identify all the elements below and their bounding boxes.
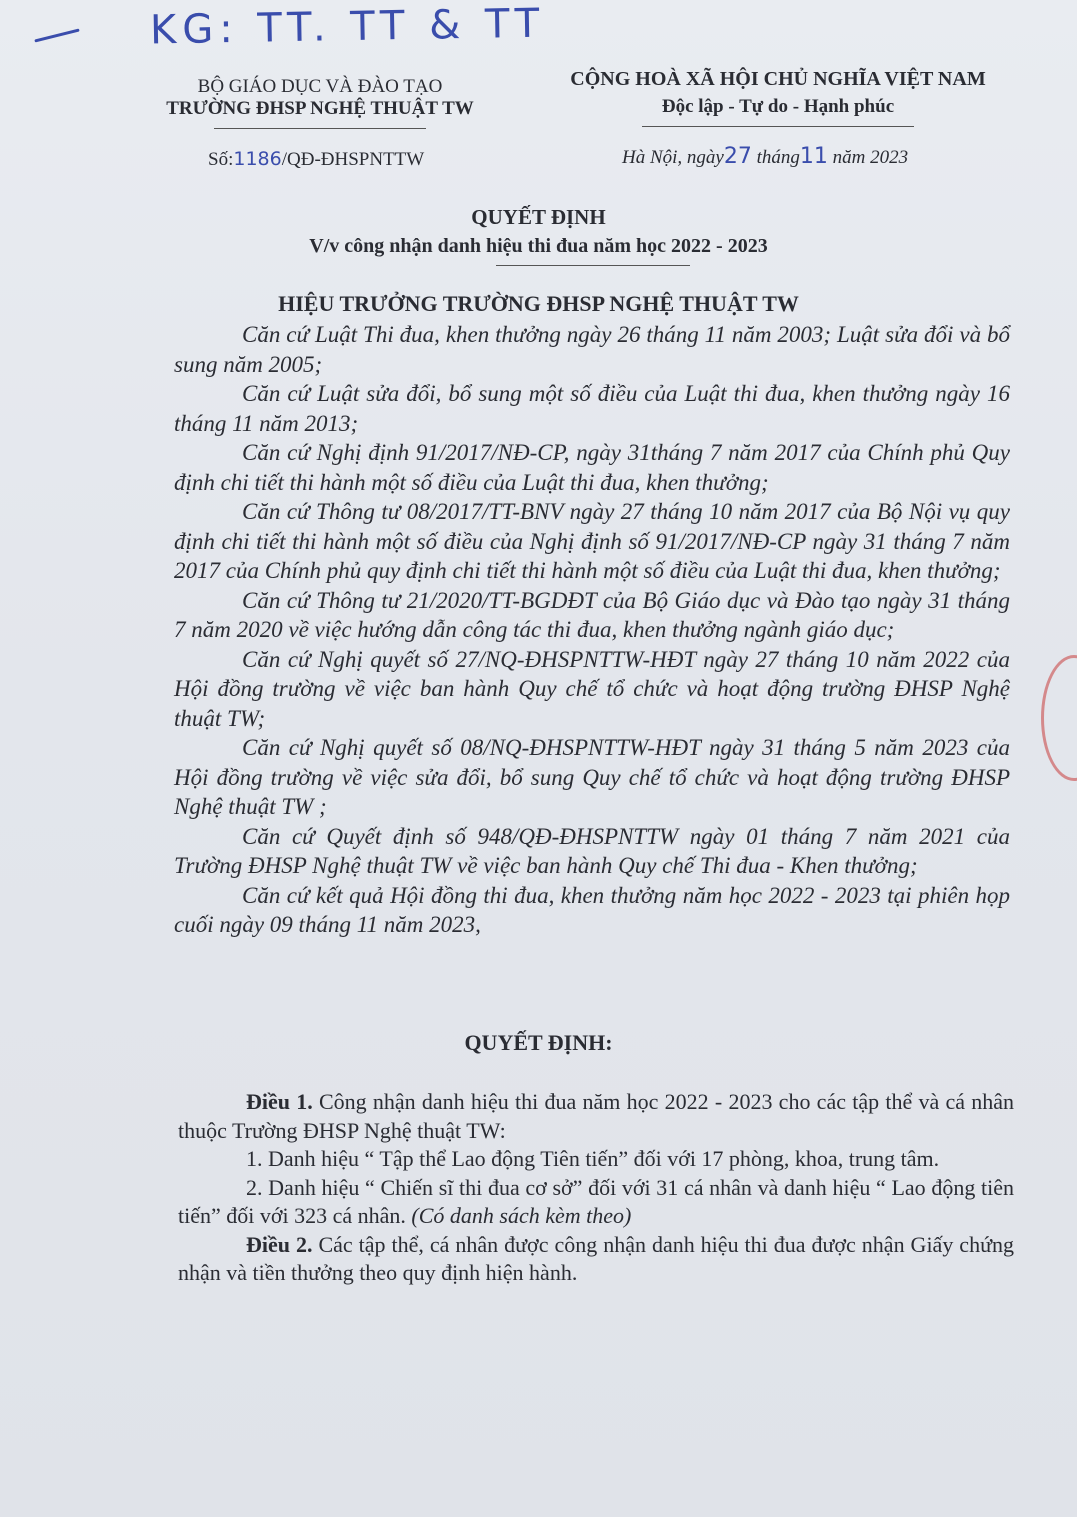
basis-item: Căn cứ Luật Thi đua, khen thưởng ngày 26 tháng 11 năm 2003; Luật sửa đổi và bổ sung năm 2005; (174, 322, 1010, 377)
red-stamp-edge (1041, 655, 1077, 781)
date-prefix: Hà Nội, ngày (622, 147, 724, 168)
item-2-note: (Có danh sách kèm theo) (411, 1203, 632, 1228)
ministry-name: BỘ GIÁO DỤC VÀ ĐÀO TẠO (197, 76, 443, 97)
document-date (622, 144, 908, 169)
date-day: 27 (723, 144, 752, 169)
header-left-rule (214, 128, 426, 129)
header-left (130, 76, 510, 129)
legal-basis (174, 320, 1010, 940)
article-1-text: Công nhận danh hiệu thi đua năm học 2022 - 2023 cho các tập thể và cá nhân thuộc Trường ĐHSP Nghệ thuật TW: (178, 1089, 1014, 1143)
article-1 (178, 1088, 1014, 1145)
article-1-item-2 (178, 1174, 1014, 1231)
basis-item: Căn cứ Quyết định số 948/QĐ-ĐHSPNTTW ngày 01 tháng 7 năm 2021 của Trường ĐHSP Nghệ thuật TW về việc ban hành Quy chế Thi đua - Khen thưởng; (174, 823, 1010, 878)
school-name: TRƯỜNG ĐHSP NGHỆ THUẬT TW (166, 98, 474, 119)
basis-item: Căn cứ Thông tư 21/2020/TT-BGDĐT của Bộ Giáo dục và Đào tạo ngày 31 tháng 7 năm 2020 về việc hướng dẫn công tác thi đua, khen thưởng ngành giáo dục; (174, 587, 1010, 642)
motto: Độc lập - Tự do - Hạnh phúc (661, 96, 895, 117)
articles (178, 1088, 1014, 1288)
country-name: CỘNG HOÀ XÃ HỘI CHỦ NGHĨA VIỆT NAM (570, 68, 986, 90)
document-number (208, 148, 424, 171)
article-2-label: Điều 2. (246, 1231, 313, 1257)
handwritten-dash (34, 28, 79, 42)
basis-item: Căn cứ kết quả Hội đồng thi đua, khen thưởng năm học 2022 - 2023 tại phiên họp cuối ngày 09 tháng 11 năm 2023, (174, 882, 1010, 937)
basis-item: Căn cứ Nghị định 91/2017/NĐ-CP, ngày 31tháng 7 năm 2017 của Chính phủ Quy định chi tiết thi hành một số điều của Luật thi đua, khen thưởng; (174, 440, 1010, 495)
number-handwritten: 1186 (233, 148, 282, 170)
number-prefix: Số: (208, 149, 234, 170)
document-subtitle: V/v công nhận danh hiệu thi đua năm học 2022 - 2023 (309, 235, 768, 257)
header-right-rule (642, 126, 914, 127)
handwritten-note: KG: TT. TT & TT (149, 0, 546, 54)
header-right (528, 68, 1028, 127)
date-month: 11 (799, 144, 828, 169)
article-2-text: Các tập thể, cá nhân được công nhận danh hiệu thi đua được nhận Giấy chứng nhận và tiền thưởng theo quy định hiện hành. (178, 1231, 1014, 1285)
number-suffix: /QĐ-ĐHSPNTTW (281, 149, 425, 170)
article-1-label: Điều 1. (246, 1089, 313, 1114)
date-month-label: tháng (756, 147, 800, 168)
document-title: QUYẾT ĐỊNH (471, 205, 606, 229)
basis-item: Căn cứ Luật sửa đổi, bổ sung một số điều của Luật thi đua, khen thưởng ngày 16 tháng 11 năm 2013; (174, 381, 1010, 436)
article-1-item-1: 1. Danh hiệu “ Tập thể Lao động Tiên tiến” đối với 17 phòng, khoa, trung tâm. (246, 1146, 940, 1171)
article-2 (178, 1231, 1014, 1288)
subtitle-rule (496, 265, 690, 266)
decision-heading: QUYẾT ĐỊNH: (464, 1030, 613, 1055)
basis-item: Căn cứ Thông tư 08/2017/TT-BNV ngày 27 tháng 10 năm 2017 của Bộ Nội vụ quy định chi tiết thi hành một số điều của Nghị định số 91/2017/NĐ-CP ngày 31 tháng 7 năm 2017 của Chính phủ quy định chi tiết thi hành một số điều của Luật thi đua, khen thưởng; (174, 499, 1010, 583)
item-2-text: 2. Danh hiệu “ Chiến sĩ thi đua cơ sở” đối với 31 cá nhân và danh hiệu “ Lao động tiên tiến” đối với 323 cá nhân. (178, 1174, 1014, 1228)
basis-item: Căn cứ Nghị quyết số 08/NQ-ĐHSPNTTW-HĐT ngày 31 tháng 5 năm 2023 của Hội đồng trường về việc sửa đổi, bổ sung Quy chế tổ chức và hoạt động trường ĐHSP Nghệ thuật TW ; (174, 735, 1010, 819)
basis-item: Căn cứ Nghị quyết số 27/NQ-ĐHSPNTTW-HĐT ngày 27 tháng 10 năm 2022 của Hội đồng trường về việc ban hành Quy chế tổ chức và hoạt động trường ĐHSP Nghệ thuật TW; (174, 646, 1010, 731)
date-year: năm 2023 (832, 147, 909, 168)
authority-title: HIỆU TRƯỞNG TRƯỜNG ĐHSP NGHỆ THUẬT TW (278, 291, 799, 316)
